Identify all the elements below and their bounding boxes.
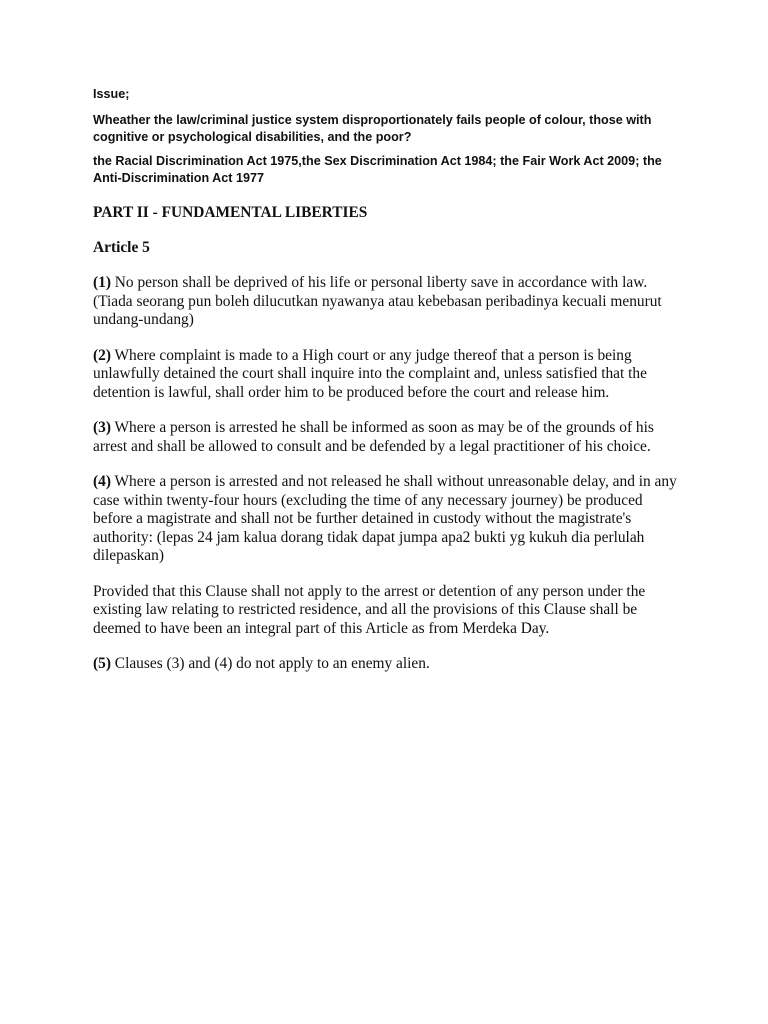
article-heading: Article 5 bbox=[93, 239, 150, 256]
clause-4-proviso bbox=[93, 583, 683, 639]
clause-text: Where complaint is made to a High court or any judge thereof that a person is being unlawfully detained the court shall inquire into the complaint and, unless satisfied that the detention is lawful, shall order him to be produced before the court and release him. bbox=[93, 346, 647, 401]
clause-number: (2) bbox=[93, 346, 111, 364]
acts-list: the Racial Discrimination Act 1975,the Sex Discrimination Act 1984; the Fair Work Act 2009; the Anti-Discrimination Act 1977 bbox=[93, 154, 662, 185]
document-page bbox=[93, 86, 683, 691]
clause-number: (4) bbox=[93, 473, 111, 490]
issue-label: Issue; bbox=[93, 87, 130, 101]
clause-number: (5) bbox=[93, 655, 111, 672]
issue-question: Wheather the law/criminal justice system disproportionately fails people of colour, those with cognitive or psychological disabilities, and the poor? bbox=[93, 113, 652, 144]
clause-number: (3) bbox=[93, 419, 111, 436]
part-heading: PART II - FUNDAMENTAL LIBERTIES bbox=[93, 204, 368, 221]
clause-text: Where a person is arrested he shall be informed as soon as may be of the grounds of his arrest and shall be allowed to consult and be defended by a legal practitioner of his choice. bbox=[93, 419, 654, 455]
clause-text: No person shall be deprived of his life or personal liberty save in accordance with law. (Tiada seorang pun boleh dilucutkan nyawanya atau kebebasan peribadinya kecuali menurut undang-undang) bbox=[93, 274, 662, 328]
clause-text: Where a person is arrested and not released he shall without unreasonable delay, and in any case within twenty-four hours (excluding the time of any necessary journey) be produced before a magistrate and shall not be further detained in custody without the magistrate's authority: (lepas 24 jam kalua dorang tidak dapat jumpa apa2 bukti yg kukuh dia perlulah dilepaskan) bbox=[93, 473, 677, 564]
clause-1 bbox=[93, 274, 683, 330]
proviso-text: Provided that this Clause shall not apply to the arrest or detention of any person under the existing law relating to restricted residence, and all the provisions of this Clause shall be deemed to have been an integral part of this Article as from Merdeka Day. bbox=[93, 582, 646, 637]
clause-text: Clauses (3) and (4) do not apply to an enemy alien. bbox=[110, 655, 430, 672]
clause-3 bbox=[93, 419, 683, 456]
clause-2 bbox=[93, 347, 683, 403]
clause-number: (1) bbox=[93, 274, 111, 291]
clause-4 bbox=[93, 473, 683, 566]
clause-5 bbox=[93, 655, 683, 674]
